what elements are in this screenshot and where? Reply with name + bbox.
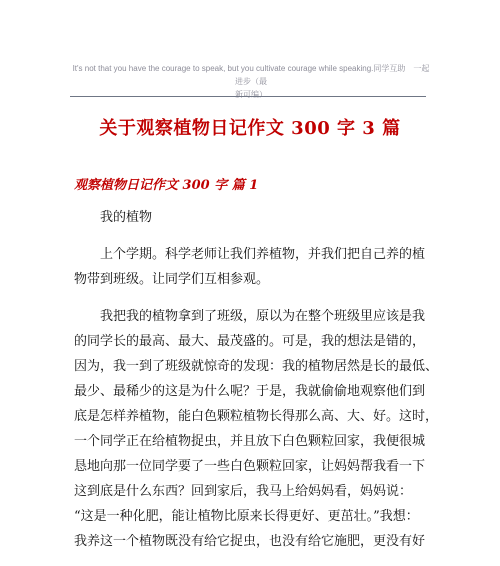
- paragraph-line: 物带到班级。让同学们互相参观。: [74, 272, 270, 287]
- header-note-line-2: 新可编）: [235, 90, 267, 99]
- section-heading: 观察植物日记作文 300 字 篇 1: [74, 178, 259, 193]
- paragraph-line: 的同学长的最高、最大、最茂盛的。可是，我的想法是错的，: [74, 334, 426, 349]
- subtitle-line: 我的植物: [100, 210, 153, 225]
- paragraph-line: 底是怎样养植物，能白色颗粒植物长得那么高、大、好。这时，: [74, 409, 439, 424]
- header-note-line-1: It's not that you have the courage to speak, but you cultivate courage while speaking.同学互助 一起进步（最: [72, 64, 430, 86]
- header-divider: [70, 96, 426, 97]
- paragraph-line: “这是一种化肥，能让植物比原来长得更好、更茁壮。”我想：: [74, 509, 419, 524]
- paragraph-line: 一个同学正在给植物捉虫，并且放下白色颗粒回家，我便很城: [74, 434, 426, 449]
- paragraph-line: 上个学期。科学老师让我们养植物，并我们把自己养的植: [74, 247, 426, 262]
- paragraph-line: 我把我的植物拿到了班级，原以为在整个班级里应该是我: [74, 309, 426, 324]
- paragraph-line: 最少、最稀少的这是为什么呢？于是，我就偷偷地观察他们到: [74, 384, 426, 399]
- paragraph-1: [74, 242, 430, 292]
- essay-subtitle: [74, 205, 430, 230]
- paragraph-line: 这到底是什么东西？回到家后，我马上给妈妈看，妈妈说：: [74, 484, 413, 499]
- paragraph-2: [74, 304, 439, 554]
- paragraph-line: 因为，我一到了班级就惊奇的发现：我的植物居然是长的最低、: [74, 359, 439, 374]
- document-title: 关于观察植物日记作文 300 字 3 篇: [99, 118, 401, 139]
- paragraph-line: 我养这一个植物既没有给它捉虫，也没有给它施肥，更没有好: [74, 534, 426, 549]
- paragraph-line: 恳地向那一位同学要了一些白色颗粒回家，让妈妈帮我看一下: [74, 459, 426, 474]
